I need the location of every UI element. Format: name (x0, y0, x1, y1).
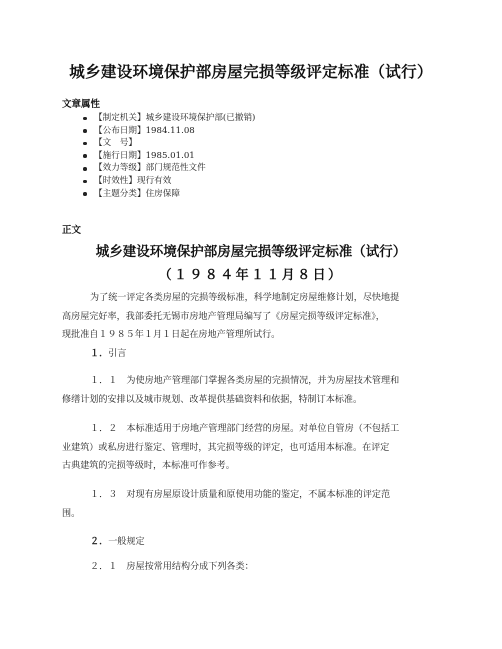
attribute-item: 【文 号】 (62, 137, 255, 150)
clause-1-1: １．１ 为使房地产管理部门掌握各类房屋的完损情况，并为房屋技术管理和 修缮计划的安排以及城市规划、改革提供基础资料和依据，特制订本标准。 (62, 376, 400, 405)
body-heading: 正文 (62, 225, 82, 236)
bullet-icon (83, 180, 87, 184)
document-title: 城乡建设环境保护部房屋完损等级评定标准（试行） (69, 63, 433, 81)
bullet-icon (83, 192, 87, 196)
section-2-heading: ２．一般规定 (90, 536, 145, 547)
bullet-icon (83, 142, 87, 146)
section-1-heading: １．引言 (90, 348, 127, 359)
bullet-icon (83, 117, 87, 121)
clause-1-3: １．３ 对现有房屋原设计质量和原使用功能的鉴定，不属本标准的评定范 围。 (62, 490, 391, 519)
attribute-item: 【效力等级】部门规范性文件 (62, 162, 255, 175)
attribute-item: 【制定机关】城乡建设环境保护部(已撤销) (62, 112, 255, 125)
attribute-item: 【公布日期】1984.11.08 (62, 125, 255, 138)
body-title: 城乡建设环境保护部房屋完损等级评定标准（试行） (95, 244, 407, 260)
attribute-item: 【时效性】现行有效 (62, 175, 255, 188)
clause-1-2: １．２ 本标准适用于房地产管理部门经营的房屋。对单位自管房（不包括工 业建筑）或私房进行鉴定、管理时，其完损等级的评定，也可适用本标准。在评定 古典建筑的完损等级时，本标准可作参考。 (62, 424, 400, 472)
attributes-heading: 文章属性 (62, 99, 101, 110)
clause-2-1: ２．１ 房屋按常用结构分成下列各类： (90, 562, 254, 572)
bullet-icon (83, 154, 87, 158)
bullet-icon (83, 167, 87, 171)
attribute-item: 【主题分类】住房保障 (62, 188, 255, 201)
intro-paragraph: 为了统一评定各类房屋的完损等级标准，科学地制定房屋维修计划，尽快地提 高房屋完好率，我部委托无锡市房地产管理局编写了《房屋完损等级评定标准》， 现批准自１９８５年１月１日起在房地产管理所试行。 (62, 293, 400, 341)
body-date: （１９８４年１１月８日） (158, 268, 344, 283)
attributes-list (62, 112, 255, 200)
attribute-item: 【施行日期】1985.01.01 (62, 150, 255, 163)
bullet-icon (83, 129, 87, 133)
